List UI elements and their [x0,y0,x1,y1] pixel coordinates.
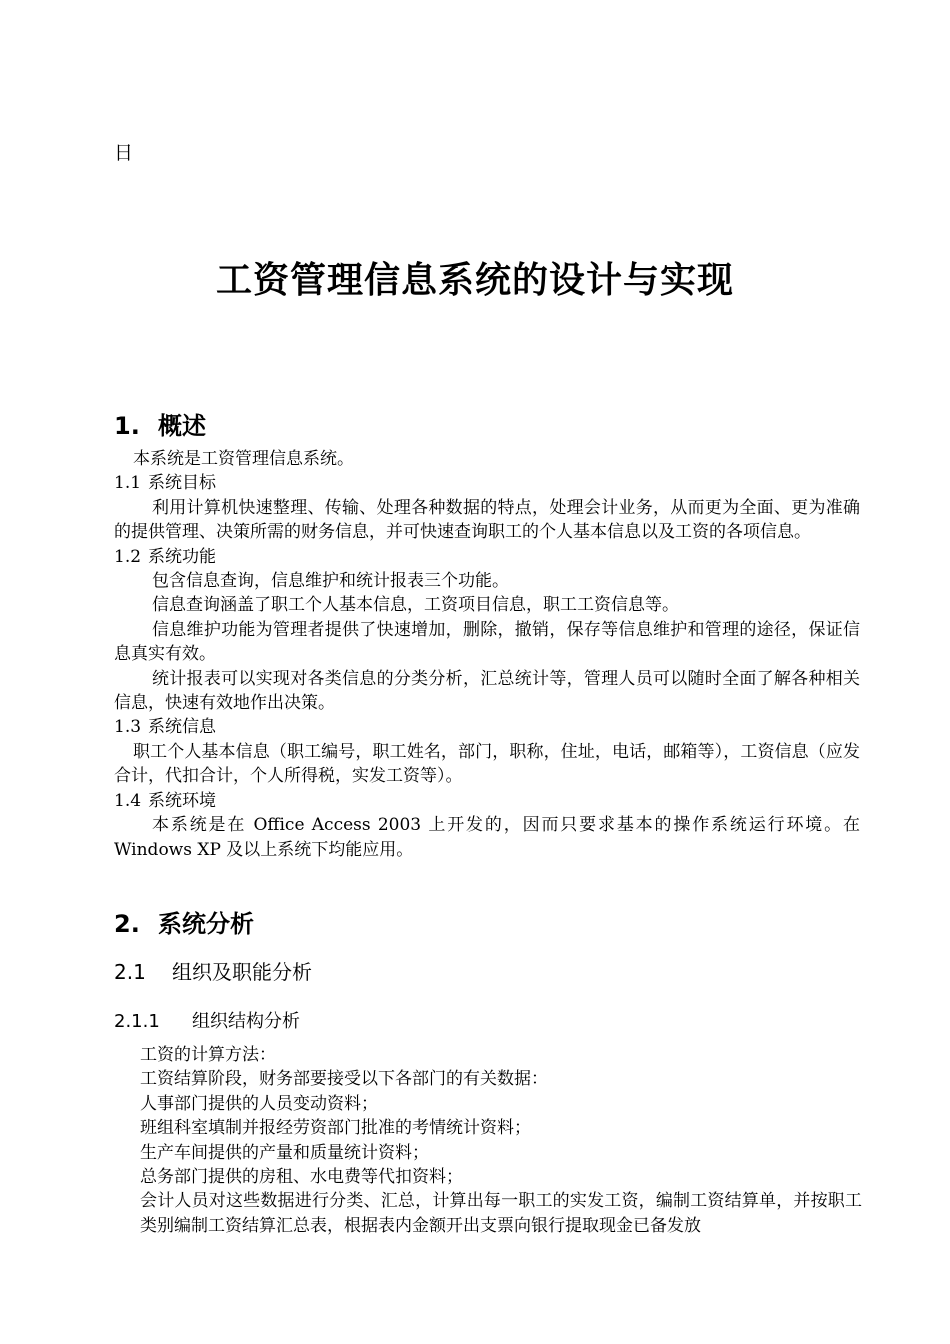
subsection-1-3-title: 系统信息 [148,717,216,738]
subsection-1-2-paragraph-1: 包含信息查询，信息维护和统计报表三个功能。 [152,571,509,592]
salary-process-list [140,1043,862,1238]
subsection-1-1-title: 系统目标 [148,473,216,494]
section-1-title: 概述 [158,412,206,440]
subsection-1-2-title: 系统功能 [148,546,216,567]
section-1-body [114,447,860,862]
header-fragment: 日 [114,142,134,164]
subsection-2-1-number: 2.1 [114,960,146,984]
subsection-1-2-paragraph-3: 信息维护功能为管理者提供了快速增加，删除，撤销，保存等信息维护和管理的途径，保证信息真实有效。 [114,619,860,665]
section-1-number: 1. [114,412,140,440]
section-1-intro: 本系统是工资管理信息系统。 [133,449,354,469]
list-item: 总务部门提供的房租、水电费等代扣资料； [140,1167,463,1188]
list-item: 工资的计算方法： [140,1045,276,1065]
subsection-1-4-title: 系统环境 [148,790,216,811]
list-item: 班组科室填制并报经劳资部门批准的考情统计资料； [140,1118,531,1139]
subsection-1-2-paragraph-2: 信息查询涵盖了职工个人基本信息，工资项目信息，职工工资信息等。 [152,595,679,616]
list-item: 会计人员对这些数据进行分类、汇总，计算出每一职工的实发工资，编制工资结算单，并按职工类别编制工资结算汇总表，根据表内金额开出支票向银行提取现金已备发放 [140,1191,862,1236]
subsection-2-1-1-heading [114,1007,300,1033]
subsection-2-1-heading [114,956,312,985]
subsection-1-4-text: 本系统是在 Office Access 2003 上开发的，因而只要求基本的操作系统运行环境。在 Windows XP 及以上系统下均能应用。 [114,815,860,860]
subsection-1-4-heading [114,789,860,813]
subsection-1-3-number: 1.3 [114,717,142,738]
subsection-1-2-paragraph-4: 统计报表可以实现对各类信息的分类分析，汇总统计等，管理人员可以随时全面了解各种相关信息，快速有效地作出决策。 [114,668,860,714]
subsection-2-1-title: 组织及职能分析 [172,960,312,984]
section-1-heading [114,406,206,441]
list-item: 生产车间提供的产量和质量统计资料； [140,1142,429,1163]
subsection-2-1-1-title: 组织结构分析 [192,1011,300,1032]
list-item: 工资结算阶段，财务部要接受以下各部门的有关数据： [140,1069,548,1090]
subsection-1-1-heading [114,471,860,495]
section-2-number: 2. [114,910,140,938]
subsection-2-1-1-number: 2.1.1 [114,1011,160,1032]
subsection-1-2-heading [114,545,860,569]
document-title: 工资管理信息系统的设计与实现 [215,260,734,301]
subsection-1-4-number: 1.4 [114,790,142,811]
subsection-1-3-text: 职工个人基本信息（职工编号，职工姓名，部门，职称，住址，电话，邮箱等），工资信息（应发合计，代扣合计，个人所得税，实发工资等）。 [114,741,860,787]
subsection-1-3-heading [114,715,860,739]
subsection-1-2-number: 1.2 [114,546,142,567]
subsection-1-1-text: 利用计算机快速整理、传输、处理各种数据的特点，处理会计业务，从而更为全面、更为准确的提供管理、决策所需的财务信息，并可快速查询职工的个人基本信息以及工资的各项信息。 [114,497,860,543]
list-item: 人事部门提供的人员变动资料； [140,1093,378,1114]
section-2-heading [114,904,254,939]
section-2-title: 系统分析 [158,910,254,938]
subsection-1-1-number: 1.1 [114,473,142,494]
